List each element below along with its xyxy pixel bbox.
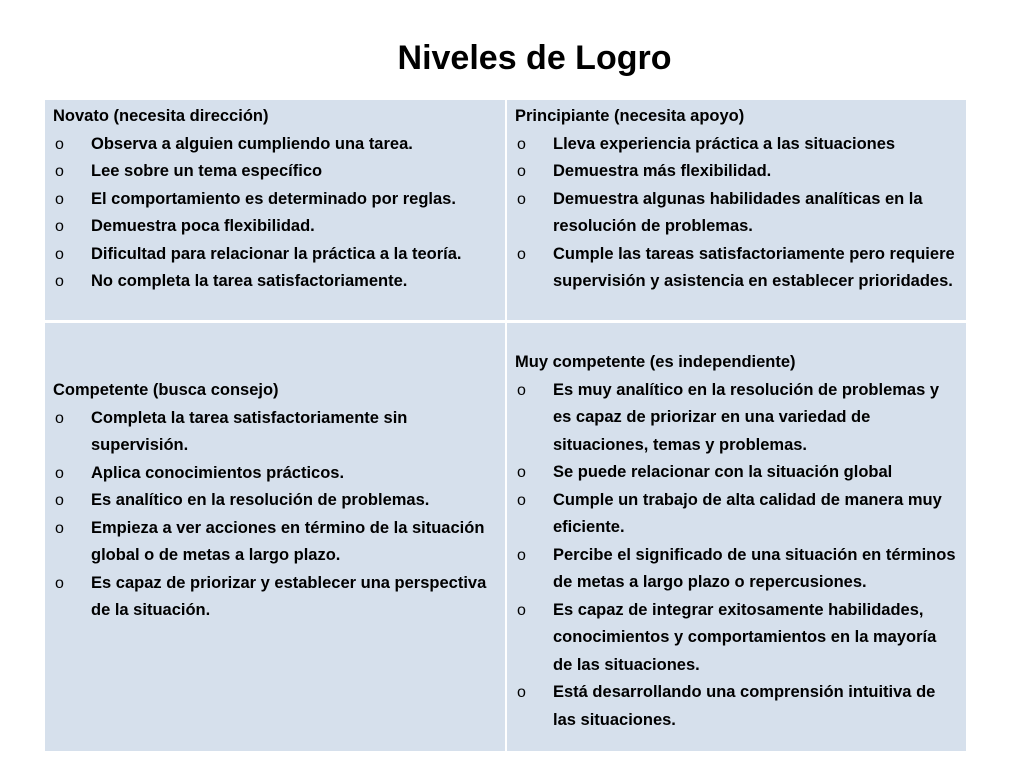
bullet-icon: o [517,190,526,208]
bullet-icon: o [517,464,526,481]
list-item [515,377,958,460]
bullet-icon: o [517,601,526,619]
list-item-text: Lleva experiencia práctica a las situaciones [553,134,896,153]
list-item-text: Es capaz de integrar exitosamente habilidades, conocimientos y comportamientos en la mayoría de las situaciones. [553,600,937,674]
levels-table [45,100,966,751]
list-item-text: Dificultad para relacionar la práctica a la teoría. [91,244,462,263]
bullet-icon: o [517,684,526,701]
list-item-text: Observa a alguien cumpliendo una tarea. [91,134,413,153]
list-item [53,268,497,296]
cell-competente [45,323,505,751]
list-item [53,186,497,214]
list-item-text: Demuestra algunas habilidades analíticas en la resolución de problemas. [553,189,923,235]
list-item-text: Es capaz de priorizar y establecer una perspectiva de la situación. [91,573,487,619]
list-item-text: Demuestra poca flexibilidad. [91,217,315,235]
cell-heading: Principiante (necesita apoyo) [515,107,745,125]
list-item-text: Está desarrollando una comprensión intuitiva de las situaciones. [553,683,936,729]
list-item-text: Completa la tarea satisfactoriamente sin supervisión. [91,408,408,454]
list-item [53,131,497,159]
list-item-text: Percibe el significado de una situación en términos de metas a largo plazo o repercusiones. [553,545,956,591]
list-item [515,487,958,542]
bullet-icon: o [517,546,526,564]
cell-muy-competente [507,323,966,751]
cell-items [53,405,497,625]
bullet-icon: o [55,519,64,537]
list-item [515,597,958,680]
bullet-icon: o [517,163,526,180]
bullet-icon: o [517,381,526,399]
list-item-text: Demuestra más flexibilidad. [553,162,772,180]
list-item [53,515,497,570]
list-item [515,542,958,597]
cell-heading: Muy competente (es independiente) [515,353,796,371]
bullet-icon: o [55,464,64,482]
bullet-icon: o [517,245,526,263]
bullet-icon: o [55,409,64,427]
list-item [515,241,958,296]
bullet-icon: o [55,135,64,153]
list-item-text: El comportamiento es determinado por reglas. [91,189,456,208]
cell-principiante [507,100,966,320]
page-title: Niveles de Logro [397,39,672,77]
list-item [53,570,497,625]
list-item [53,460,497,488]
list-item [515,679,958,734]
bullet-icon: o [55,245,64,263]
bullet-icon: o [55,163,64,180]
list-item-text: Empieza a ver acciones en término de la situación global o de metas a largo plazo. [91,518,485,564]
bullet-icon: o [55,273,64,290]
list-item [53,158,497,186]
bullet-icon: o [517,491,526,509]
list-item-text: Lee sobre un tema específico [91,162,323,180]
bullet-icon: o [55,218,64,235]
bullet-icon: o [517,135,526,153]
list-item [53,241,497,269]
cell-items [515,377,958,735]
cell-heading: Competente (busca consejo) [53,381,279,399]
list-item-text: Es analítico en la resolución de problemas. [91,491,430,509]
list-item-text: Cumple las tareas satisfactoriamente pero requiere supervisión y asistencia en establecer prioridades. [553,244,955,290]
cell-heading: Novato (necesita dirección) [53,107,269,125]
list-item [515,459,958,487]
list-item [515,131,958,159]
list-item [515,158,958,186]
cell-items [53,131,497,296]
list-item [53,487,497,515]
cell-novato [45,100,505,320]
list-item [53,213,497,241]
list-item-text: No completa la tarea satisfactoriamente. [91,272,408,290]
list-item-text: Cumple un trabajo de alta calidad de manera muy eficiente. [553,490,942,536]
bullet-icon: o [55,574,64,592]
list-item-text: Aplica conocimientos prácticos. [91,463,345,482]
bullet-icon: o [55,190,64,208]
list-item-text: Se puede relacionar con la situación global [553,463,893,481]
bullet-icon: o [55,492,64,509]
list-item [53,405,497,460]
cell-items [515,131,958,296]
list-item-text: Es muy analítico en la resolución de problemas y es capaz de priorizar en una variedad de situaciones, temas y problemas. [553,380,940,454]
list-item [515,186,958,241]
